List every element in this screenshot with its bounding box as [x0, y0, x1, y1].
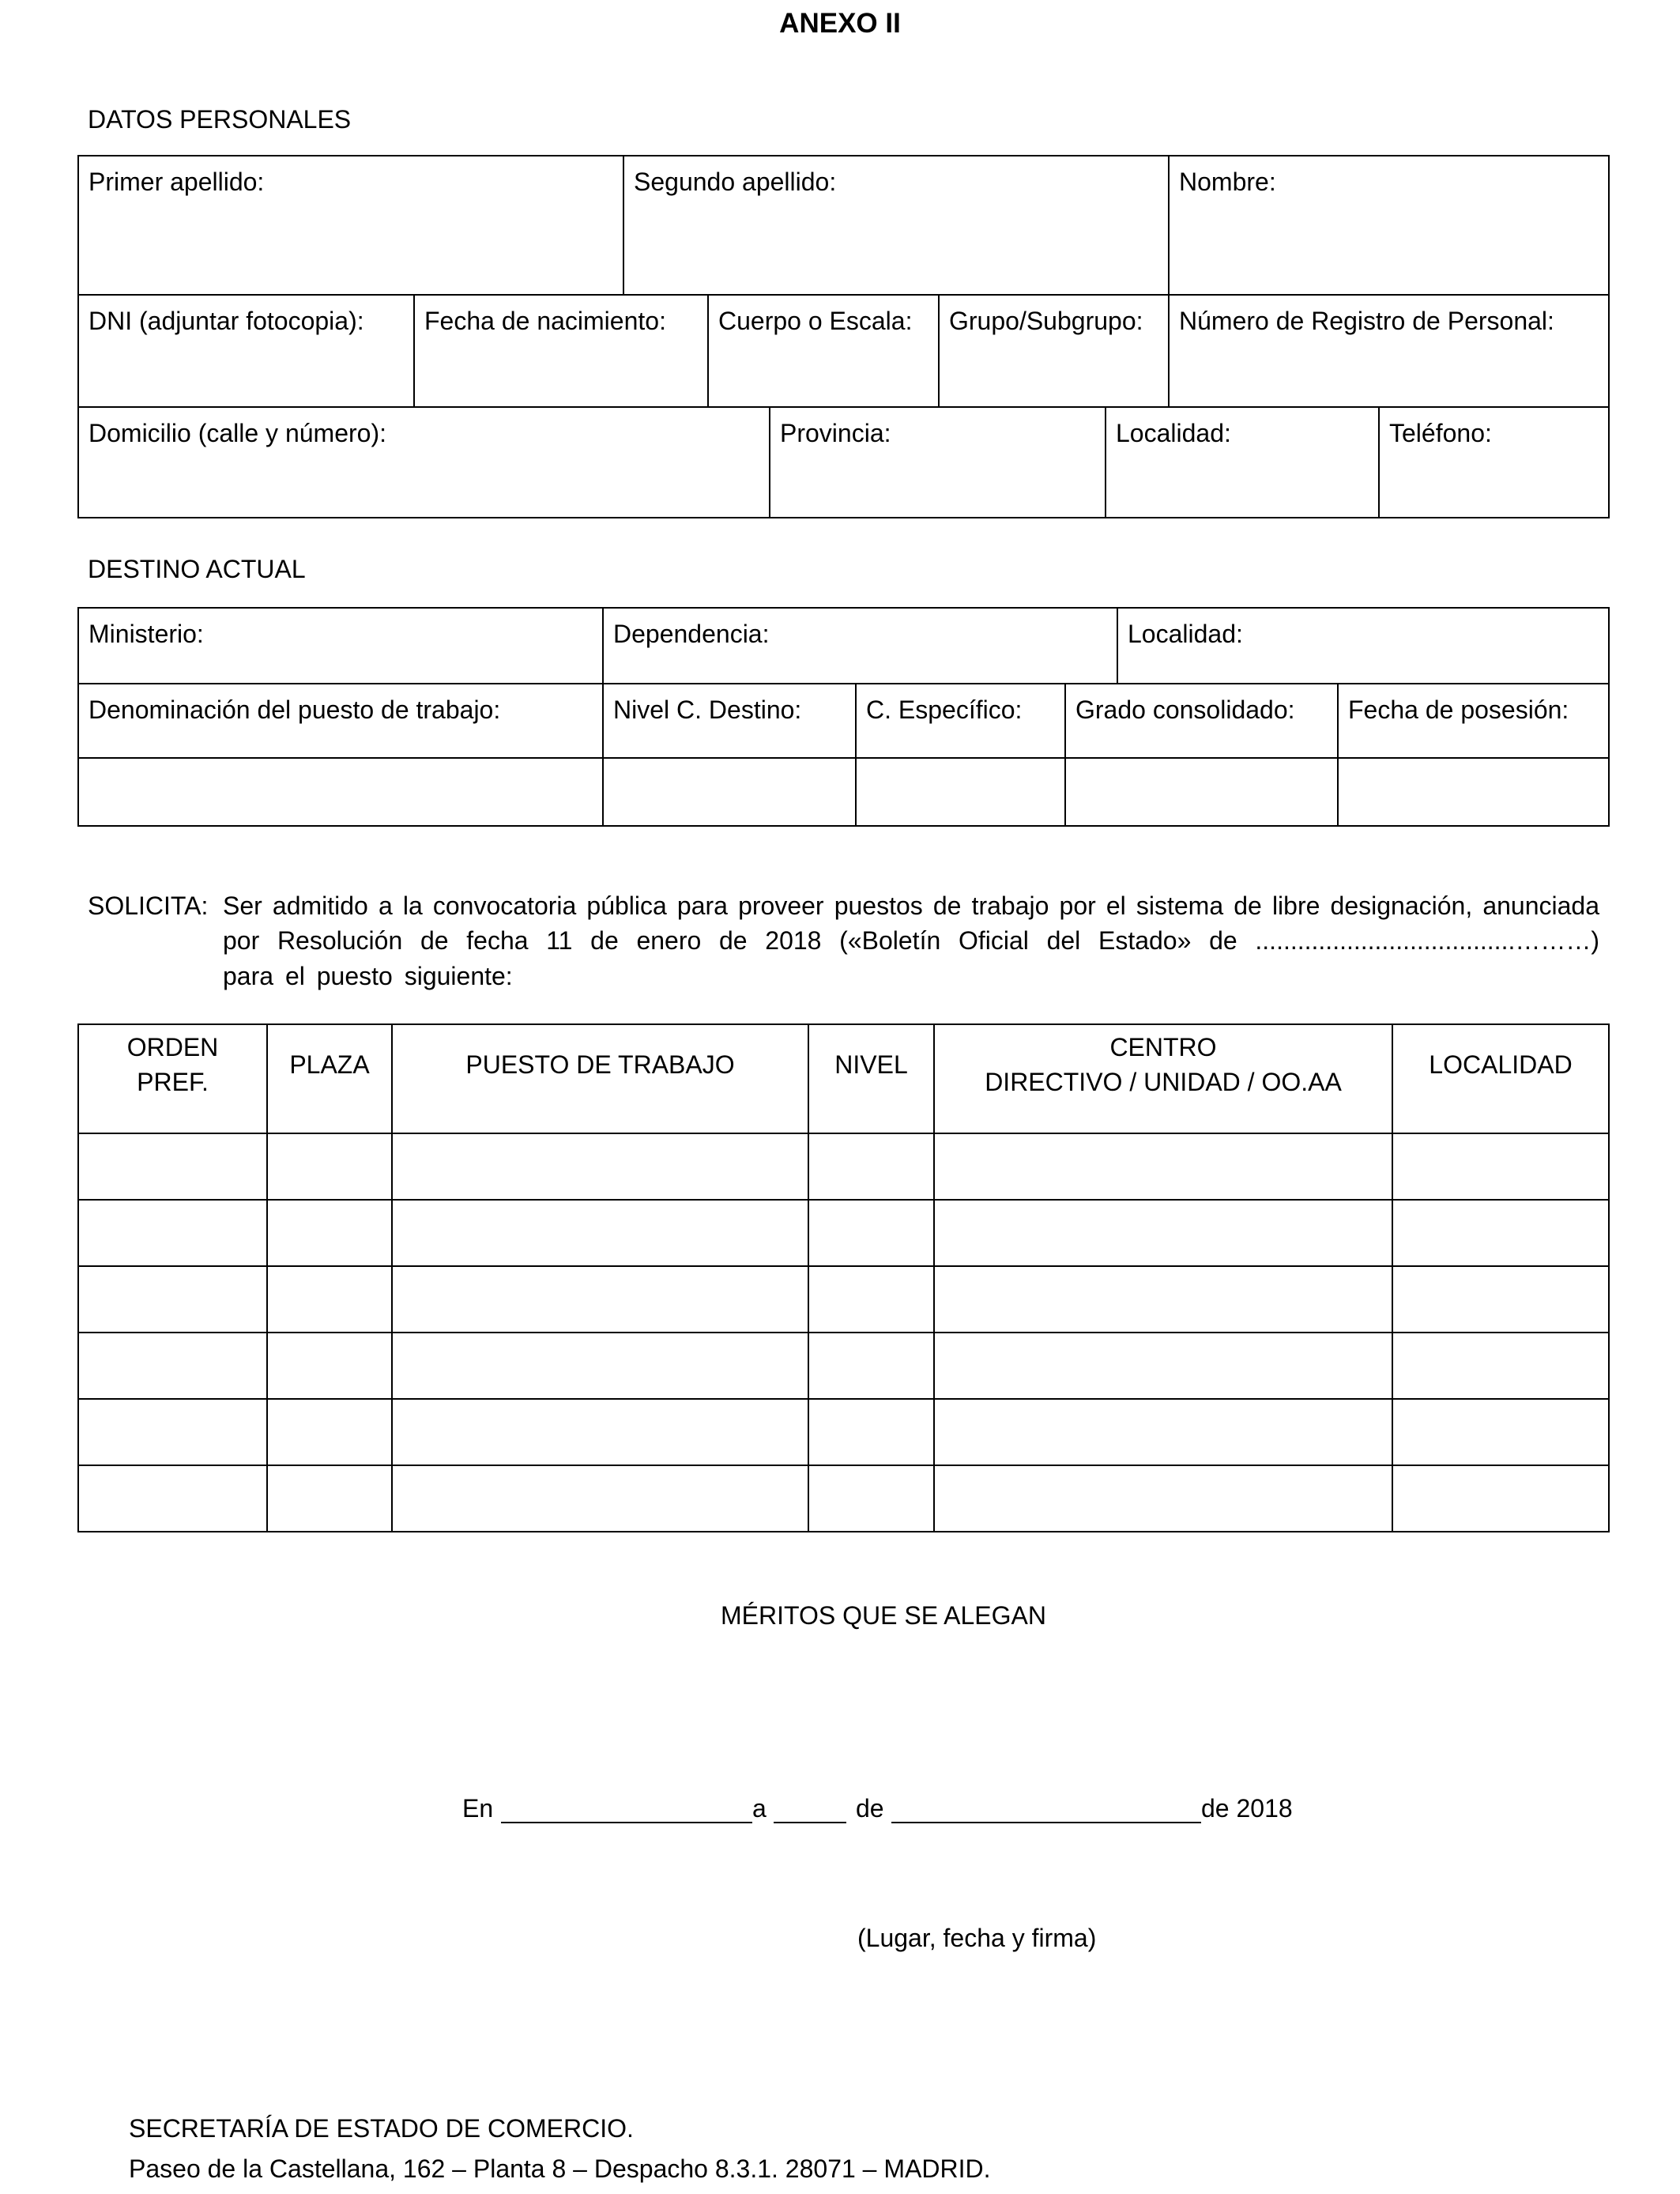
input-complemento-especifico[interactable] [855, 757, 1066, 827]
cell-orden-pref[interactable] [77, 1199, 268, 1267]
field-fecha-nacimiento[interactable] [413, 294, 709, 408]
col-header-orden-pref [77, 1023, 268, 1134]
col-header-label: NIVEL [834, 1050, 908, 1079]
cell-nivel[interactable] [808, 1332, 935, 1400]
blank-dia-line[interactable] [774, 1822, 846, 1823]
col-header-label: LOCALIDAD [1429, 1050, 1573, 1079]
field-label: Localidad: [1128, 620, 1243, 648]
cell-orden-pref[interactable] [77, 1265, 268, 1333]
firma-de-label: de [856, 1794, 884, 1823]
cell-nivel[interactable] [808, 1199, 935, 1267]
cell-orden-pref[interactable] [77, 1332, 268, 1400]
meritos-heading: MÉRITOS QUE SE ALEGAN [721, 1601, 1046, 1630]
solicita-line-2: por Resolución de fecha 11 de enero de 2018 («Boletín Oficial del Estado» de .....................................………) [223, 926, 1599, 955]
page-title: ANEXO II [779, 8, 901, 39]
field-label: Fecha de posesión: [1348, 696, 1569, 724]
cell-puesto-trabajo[interactable] [391, 1265, 809, 1333]
cell-plaza[interactable] [266, 1265, 393, 1333]
cell-centro-directivo[interactable] [933, 1199, 1393, 1267]
field-label: Grado consolidado: [1075, 696, 1295, 724]
cell-plaza[interactable] [266, 1398, 393, 1466]
col-header-puesto-trabajo [391, 1023, 809, 1134]
col-header-centro-directivo [933, 1023, 1393, 1134]
field-cuerpo-escala[interactable] [707, 294, 940, 408]
section-heading-datos-personales: DATOS PERSONALES [88, 105, 352, 134]
col-header-label: PLAZA [289, 1050, 370, 1079]
col-header-label: ORDEN PREF. [126, 1033, 219, 1096]
field-label: Localidad: [1116, 419, 1231, 447]
field-label: Dependencia: [613, 620, 770, 648]
col-header-label: CENTRO DIRECTIVO / UNIDAD / OO.AA [985, 1033, 1342, 1096]
cell-puesto-trabajo[interactable] [391, 1398, 809, 1466]
field-label: C. Específico: [866, 696, 1023, 724]
cell-localidad[interactable] [1392, 1332, 1610, 1400]
field-primer-apellido[interactable] [77, 155, 624, 296]
field-provincia[interactable] [769, 406, 1106, 518]
cell-plaza[interactable] [266, 1199, 393, 1267]
footer-direccion: Paseo de la Castellana, 162 – Planta 8 – Despacho 8.3.1. 28071 – MADRID. [129, 2154, 991, 2183]
cell-localidad[interactable] [1392, 1465, 1610, 1532]
cell-orden-pref[interactable] [77, 1133, 268, 1201]
header-nivel-destino [602, 683, 857, 759]
cell-orden-pref[interactable] [77, 1398, 268, 1466]
cell-centro-directivo[interactable] [933, 1133, 1393, 1201]
field-label: Número de Registro de Personal: [1179, 307, 1554, 335]
field-localidad-destino[interactable] [1117, 607, 1610, 684]
header-denominacion-puesto [77, 683, 604, 759]
cell-centro-directivo[interactable] [933, 1332, 1393, 1400]
field-label: Provincia: [780, 419, 891, 447]
field-label: Nombre: [1179, 168, 1276, 196]
firma-en-label: En [462, 1794, 494, 1823]
header-complemento-especifico [855, 683, 1066, 759]
field-nombre[interactable] [1168, 155, 1610, 296]
cell-plaza[interactable] [266, 1133, 393, 1201]
cell-localidad[interactable] [1392, 1199, 1610, 1267]
cell-localidad[interactable] [1392, 1398, 1610, 1466]
solicita-line-3: para el puesto siguiente: [223, 962, 513, 990]
field-label: Teléfono: [1389, 419, 1492, 447]
cell-nivel[interactable] [808, 1265, 935, 1333]
cell-centro-directivo[interactable] [933, 1265, 1393, 1333]
firma-year-label: de 2018 [1201, 1794, 1293, 1823]
field-label: Nivel C. Destino: [613, 696, 802, 724]
field-label: Grupo/Subgrupo: [949, 307, 1143, 335]
cell-localidad[interactable] [1392, 1265, 1610, 1333]
input-denominacion-puesto[interactable] [77, 757, 604, 827]
field-grupo-subgrupo[interactable] [938, 294, 1170, 408]
header-fecha-posesion [1337, 683, 1610, 759]
cell-centro-directivo[interactable] [933, 1398, 1393, 1466]
col-header-plaza [266, 1023, 393, 1134]
field-label: Domicilio (calle y número): [89, 419, 386, 447]
cell-orden-pref[interactable] [77, 1465, 268, 1532]
cell-plaza[interactable] [266, 1332, 393, 1400]
field-dni[interactable] [77, 294, 415, 408]
cell-nivel[interactable] [808, 1133, 935, 1201]
field-label: Primer apellido: [89, 168, 265, 196]
input-grado-consolidado[interactable] [1064, 757, 1339, 827]
field-numero-registro-personal[interactable] [1168, 294, 1610, 408]
blank-mes-line[interactable] [891, 1822, 1201, 1823]
cell-centro-directivo[interactable] [933, 1465, 1393, 1532]
field-telefono[interactable] [1378, 406, 1610, 518]
firma-a-label: a [752, 1794, 767, 1823]
blank-lugar-line[interactable] [501, 1822, 752, 1823]
solicita-label: SOLICITA: [88, 892, 209, 920]
field-label: Ministerio: [89, 620, 204, 648]
field-ministerio[interactable] [77, 607, 604, 684]
field-localidad[interactable] [1105, 406, 1380, 518]
footer-organismo: SECRETARÍA DE ESTADO DE COMERCIO. [129, 2114, 634, 2143]
col-header-localidad [1392, 1023, 1610, 1134]
field-label: Segundo apellido: [634, 168, 837, 196]
cell-puesto-trabajo[interactable] [391, 1465, 809, 1532]
cell-localidad[interactable] [1392, 1133, 1610, 1201]
field-segundo-apellido[interactable] [623, 155, 1170, 296]
field-dependencia[interactable] [602, 607, 1118, 684]
solicita-line-1: Ser admitido a la convocatoria pública para proveer puestos de trabajo por el sistema de libre designación, anunciada [223, 892, 1599, 920]
field-label: DNI (adjuntar fotocopia): [89, 307, 364, 335]
cell-puesto-trabajo[interactable] [391, 1332, 809, 1400]
section-heading-destino-actual: DESTINO ACTUAL [88, 555, 306, 583]
col-header-nivel [808, 1023, 935, 1134]
cell-nivel[interactable] [808, 1465, 935, 1532]
field-domicilio[interactable] [77, 406, 770, 518]
firma-caption: (Lugar, fecha y firma) [857, 1924, 1097, 1952]
field-label: Cuerpo o Escala: [718, 307, 913, 335]
cell-puesto-trabajo[interactable] [391, 1133, 809, 1201]
input-fecha-posesion[interactable] [1337, 757, 1610, 827]
header-grado-consolidado [1064, 683, 1339, 759]
cell-puesto-trabajo[interactable] [391, 1199, 809, 1267]
cell-nivel[interactable] [808, 1398, 935, 1466]
col-header-label: PUESTO DE TRABAJO [465, 1050, 735, 1079]
input-nivel-destino[interactable] [602, 757, 857, 827]
field-label: Denominación del puesto de trabajo: [89, 696, 501, 724]
field-label: Fecha de nacimiento: [424, 307, 666, 335]
cell-plaza[interactable] [266, 1465, 393, 1532]
